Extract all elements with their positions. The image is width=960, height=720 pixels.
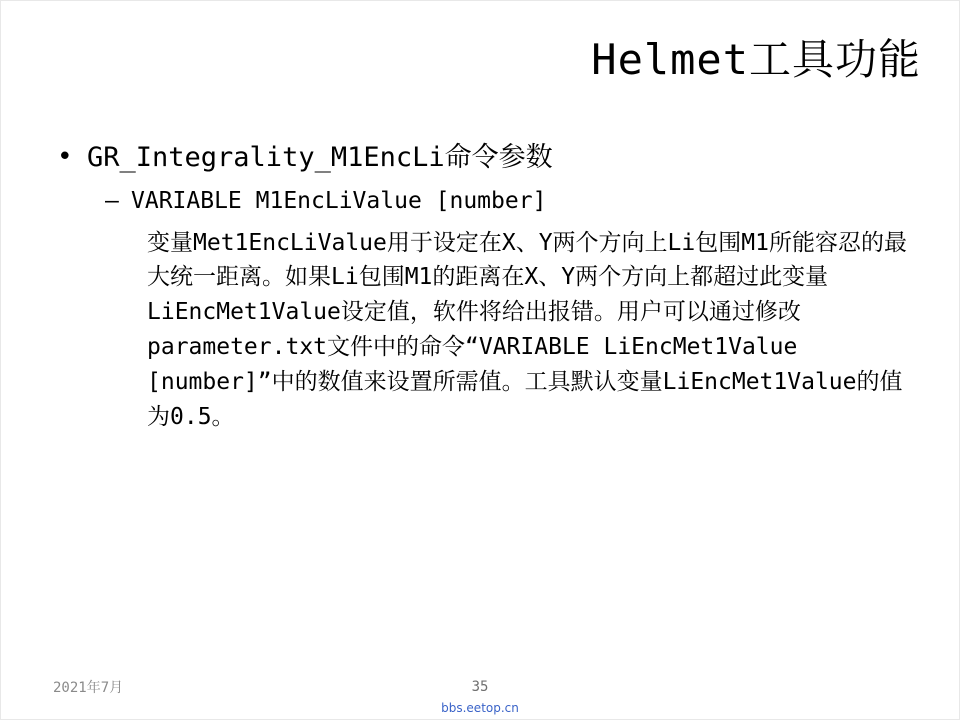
dash-marker-icon: – [105, 187, 119, 214]
slide-content [57, 141, 911, 435]
bullet-marker-icon: • [57, 142, 73, 172]
bullet-level1-text: GR_Integrality_M1EncLi命令参数 [87, 142, 553, 173]
watermark-text: bbs.eetop.cn [441, 701, 519, 715]
bullet-level2-text: VARIABLE M1EncLiValue [number] [131, 187, 547, 214]
bullet-level2 [105, 187, 911, 216]
footer-date: 2021年7月 [53, 680, 124, 696]
body-paragraph: 变量Met1EncLiValue用于设定在X、Y两个方向上Li包围M1所能容忍的最大统一距离。如果Li包围M1的距离在X、Y两个方向上都超过此变量LiEncMet1Value设定值，软件将给出报错。用户可以通过修改parameter.txt文件中的命令“VARIABLE LiEncMet1Value [number]”中的数值来设置所需值。工具默认变量LiEncMet1Value的值为0.5。 [147, 229, 907, 431]
bullet-level1 [57, 141, 911, 175]
footer-page-number: 35 [471, 679, 489, 695]
slide-title: Helmet工具功能 [591, 35, 921, 84]
